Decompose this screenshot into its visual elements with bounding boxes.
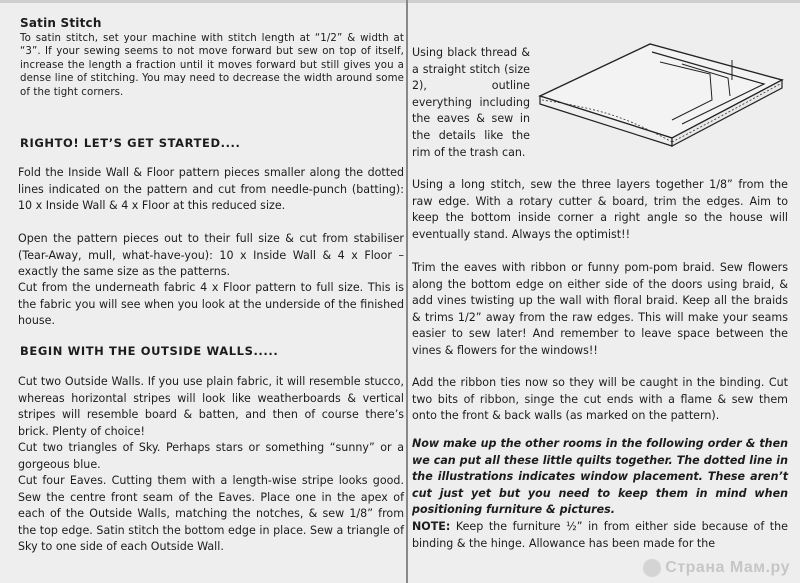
heading-outside-walls: BEGIN WITH THE OUTSIDE WALLS..... — [20, 344, 279, 358]
column-divider — [406, 0, 408, 583]
paragraph-outline: Using black thread & a straight stitch (size 2), outline everything including the eaves & sew in the details like the rim of the trash can. — [412, 46, 530, 159]
paragraph-ribbon-ties: Add the ribbon ties now so they will be caught in the binding. Cut two bits of ribbon, singe the cut ends with a flame & sew them onto the front & back walls (as marked on the pattern). — [412, 376, 788, 423]
quilt-layers-illustration — [532, 34, 790, 156]
note-label: NOTE: — [412, 520, 451, 533]
watermark — [643, 559, 790, 577]
paragraph-other-rooms: Now make up the other rooms in the following order & then we can put all these little quilts together. The dotted line in the illustrations indicates window placement. These aren’t cut just yet but you need to keep them in mind when positioning furniture & pictures. — [412, 437, 788, 517]
paragraph-outside-walls: Cut two Outside Walls. If you use plain fabric, it will resemble stucco, whereas horizontal stripes will look like weatherboards & vertical stripes will resemble board & batten, and then of course there’s brick. Plenty of choice! — [18, 375, 404, 438]
top-edge — [0, 0, 800, 3]
paragraph-fold-pattern: Fold the Inside Wall & Floor pattern pieces smaller along the dotted lines indicated on the pattern and cut from needle-punch (batting): 10 x Inside Wall & 4 x Floor at this reduced size. — [18, 166, 404, 213]
paragraph-long-stitch: Using a long stitch, sew the three layers together 1/8” from the raw edge. With a rotary cutter & board, trim the edges. Aim to keep the bottom inside corner a right angle so the house will eventually stand. Always the optimist!! — [412, 178, 788, 241]
paragraph-underneath-fabric: Cut from the underneath fabric 4 x Floor pattern to full size. This is the fabric you will see when you look at the underside of the finished house. — [18, 281, 404, 328]
watermark-logo-icon — [643, 559, 661, 577]
paragraph-eaves: Cut four Eaves. Cutting them with a length-wise stripe looks good. Sew the centre front seam of the Eaves. Place one in the apex of each of the Outside Walls, matching the notches, & sew 1/8” from the top edge. Satin stitch the bottom edge in place. Sew a triangle of Sky to one side of each Outside Wall. — [18, 474, 404, 554]
watermark-text: Страна Мам.ру — [665, 559, 790, 576]
satin-stitch-text: To satin stitch, set your machine with stitch length at “1/2” & width at “3”. If your sewing seems to not move forward but sew on top of itself, increase the length a fraction until it moves forward but still gives you a dense line of stitching. You may need to decrease the width around some of the tight corners. — [20, 33, 404, 98]
heading-getting-started: RIGHTO! LET’S GET STARTED.... — [20, 136, 241, 150]
paragraph-note — [412, 519, 788, 552]
left-column — [18, 10, 404, 554]
note-text: Keep the furniture ½” in from either side because of the binding & the hinge. Allowance has been made for the — [412, 520, 788, 550]
paragraph-stabiliser: Open the pattern pieces out to their full size & cut from stabiliser (Tear-Away, mull, what-have-you): 10 x Inside Wall & 4 x Floor – exactly the same size as the patterns. — [18, 232, 404, 279]
satin-stitch-title: Satin Stitch — [20, 16, 102, 30]
paragraph-sky: Cut two triangles of Sky. Perhaps stars or something “sunny” or a gorgeous blue. — [18, 441, 404, 471]
paragraph-trim-eaves: Trim the eaves with ribbon or funny pom-pom braid. Sew flowers along the bottom edge on either side of the doors using braid, & add vines twisting up the wall with floral braid. Keep all the braids & trims 1/2” away from the raw edges. This will make your seams easier to sew later! And remember to leave space between the vines & flowers for the windows!! — [412, 261, 788, 357]
